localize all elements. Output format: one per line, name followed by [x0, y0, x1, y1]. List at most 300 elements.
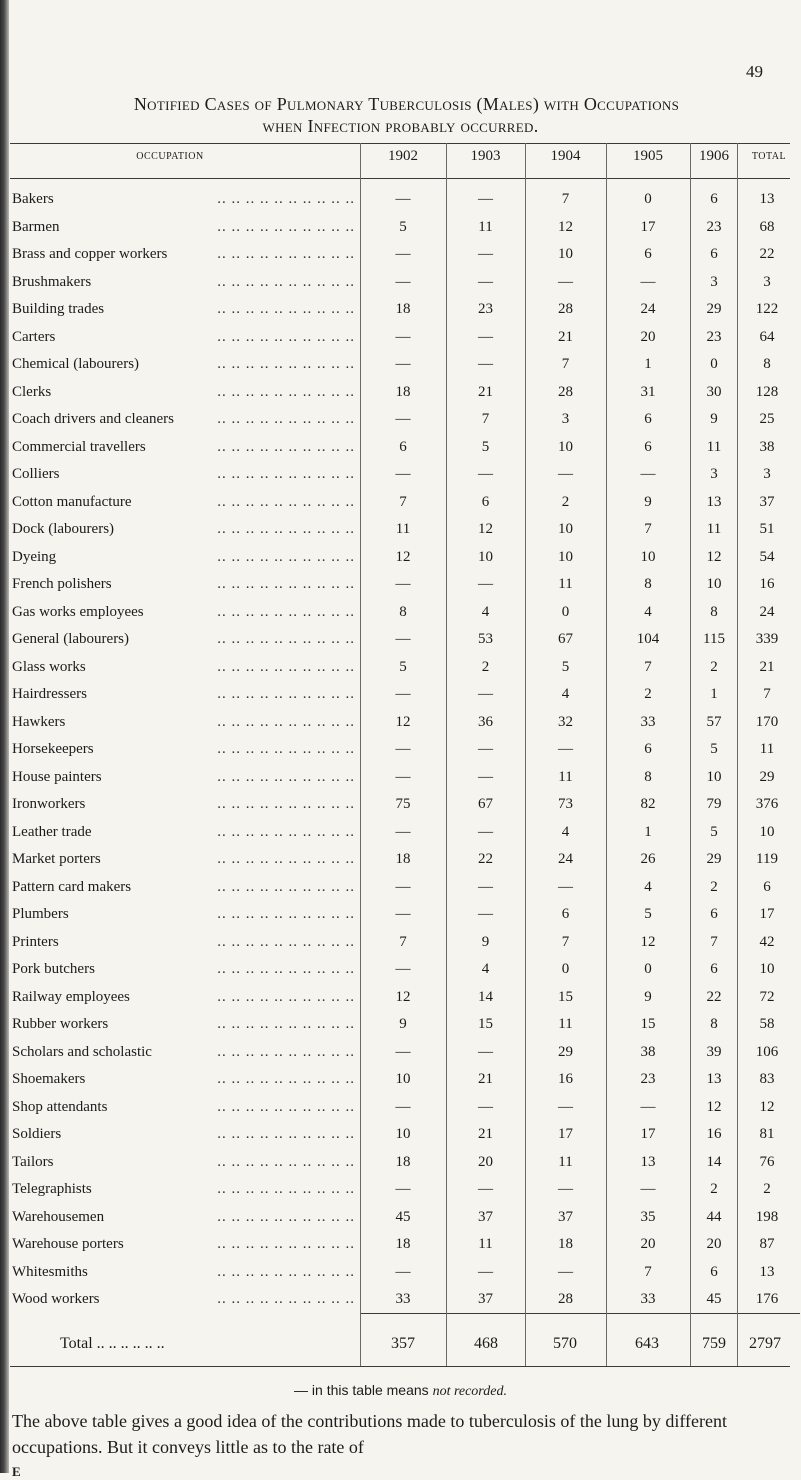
- cell-value: 11: [706, 438, 722, 455]
- cell-value: 24: [640, 301, 656, 317]
- cell-value: 119: [756, 851, 778, 867]
- leader-dots: .. .. .. .. .. .. .. .. .. ..: [217, 493, 355, 510]
- cell-value: 11: [478, 1236, 493, 1252]
- occupation-name: Shop attendants: [12, 1096, 113, 1118]
- cell-value: 10: [759, 823, 775, 840]
- table-row: [0, 216, 801, 238]
- cell-value: 3: [710, 466, 718, 482]
- cell-value: —: [395, 686, 411, 702]
- leader-dots: .. .. .. .. .. .. .. .. .. ..: [217, 1016, 355, 1032]
- leader-dots: .. .. .. .. .. .. .. .. .. ..: [217, 851, 355, 867]
- leader-dots: .. .. .. .. .. .. .. .. .. ..: [217, 301, 355, 317]
- header-1904: 1904: [550, 148, 581, 164]
- cell-value: 5: [399, 658, 407, 675]
- cell-value: 82: [640, 796, 656, 812]
- occupation-name: Dock (labourers): [12, 518, 120, 540]
- occupation-name: Colliers: [12, 463, 66, 485]
- cell-value: 2: [561, 493, 570, 510]
- cell-value: —: [395, 576, 411, 592]
- cell-value: 4: [644, 603, 652, 620]
- cell-value: 11: [759, 741, 775, 757]
- cell-value: 20: [640, 328, 656, 345]
- cell-value: 23: [706, 328, 722, 345]
- header-1903: 1903: [470, 148, 501, 164]
- cell-value: 28: [558, 301, 573, 317]
- cell-value: 12: [706, 1098, 722, 1115]
- cell-value: 79: [706, 796, 722, 812]
- total-label: Total .. .. .. .. .. ..: [60, 1335, 165, 1352]
- cell-value: —: [478, 906, 493, 922]
- cell-value: 76: [759, 1153, 775, 1170]
- table-row: [0, 821, 801, 843]
- cell-value: 12: [395, 988, 411, 1005]
- occupation-name: Market porters: [12, 848, 107, 870]
- table-row: [0, 353, 801, 375]
- cell-value: 5: [710, 741, 718, 757]
- cell-value: 0: [561, 961, 570, 977]
- leader-dots: .. .. .. .. .. .. .. .. .. ..: [217, 218, 355, 235]
- cell-value: 1: [644, 823, 652, 840]
- table-row: [0, 271, 801, 293]
- cell-value: 176: [755, 1291, 779, 1307]
- cell-value: 9: [481, 933, 490, 950]
- cell-value: 8: [710, 603, 718, 620]
- cell-value: 0: [644, 191, 652, 207]
- cell-value: —: [558, 878, 573, 895]
- cell-value: 67: [478, 796, 493, 812]
- cell-value: 58: [759, 1016, 775, 1032]
- cell-value: 170: [755, 713, 779, 730]
- total-total: 2797: [749, 1335, 781, 1352]
- cell-value: —: [640, 466, 656, 482]
- cell-value: 25: [759, 411, 775, 427]
- occupation-name: Ironworkers: [12, 793, 91, 815]
- cell-value: —: [395, 906, 411, 922]
- occupation-name: Horsekeepers: [12, 738, 100, 760]
- cell-value: 38: [759, 438, 775, 455]
- cell-value: 33: [640, 1291, 656, 1307]
- cell-value: 5: [561, 658, 570, 675]
- leader-dots: .. .. .. .. .. .. .. .. .. ..: [217, 466, 355, 482]
- occupation-name: Hairdressers: [12, 683, 93, 705]
- table-row: [0, 903, 801, 925]
- cell-value: 83: [759, 1071, 775, 1087]
- cell-value: 3: [763, 273, 771, 290]
- cell-value: 33: [395, 1291, 411, 1307]
- cell-value: 13: [706, 493, 722, 510]
- cell-value: —: [395, 1263, 411, 1280]
- occupation-name: Carters: [12, 326, 61, 348]
- cell-value: 75: [395, 796, 411, 812]
- occupation-name: Shoemakers: [12, 1068, 91, 1090]
- cell-value: 18: [395, 383, 411, 400]
- cell-value: 15: [558, 988, 573, 1005]
- cell-value: 12: [706, 548, 722, 565]
- cell-value: 16: [706, 1126, 722, 1142]
- cell-value: 12: [558, 218, 573, 235]
- occupation-name: Printers: [12, 931, 65, 953]
- cell-value: 9: [710, 411, 718, 427]
- cell-value: —: [395, 1043, 411, 1060]
- cell-value: 7: [481, 411, 490, 427]
- cell-value: 54: [759, 548, 775, 565]
- table-row: [0, 1233, 801, 1255]
- leader-dots: .. .. .. .. .. .. .. .. .. ..: [217, 191, 355, 207]
- cell-value: 6: [644, 741, 652, 757]
- leader-dots: .. .. .. .. .. .. .. .. .. ..: [217, 576, 355, 592]
- cell-value: 35: [640, 1208, 656, 1225]
- cell-value: 0: [561, 603, 570, 620]
- total-row: [0, 1335, 801, 1359]
- table-row: [0, 711, 801, 733]
- cell-value: 16: [558, 1071, 573, 1087]
- cell-value: 87: [759, 1236, 775, 1252]
- cell-value: 11: [558, 768, 573, 785]
- cell-value: 5: [481, 438, 490, 455]
- header-total: total: [751, 148, 787, 163]
- cell-value: 18: [395, 851, 411, 867]
- cell-value: —: [395, 961, 411, 977]
- cell-value: 21: [558, 328, 573, 345]
- leader-dots: .. .. .. .. .. .. .. .. .. ..: [217, 878, 355, 895]
- cell-value: 10: [706, 768, 722, 785]
- occupation-name: Brushmakers: [12, 271, 97, 293]
- cell-value: 9: [644, 493, 652, 510]
- cell-value: 4: [561, 823, 570, 840]
- leader-dots: .. .. .. .. .. .. .. .. .. ..: [217, 768, 355, 785]
- table-row: [0, 1151, 801, 1173]
- occupation-name: French polishers: [12, 573, 118, 595]
- occupation-name: Leather trade: [12, 821, 98, 843]
- cell-value: 128: [755, 383, 779, 400]
- cell-value: 7: [644, 1263, 652, 1280]
- table-row: [0, 848, 801, 870]
- cell-value: 5: [399, 218, 407, 235]
- table-row: [0, 463, 801, 485]
- cell-value: —: [395, 191, 411, 207]
- cell-value: 7: [561, 933, 570, 950]
- occupation-name: Brass and copper workers: [12, 243, 173, 265]
- table-row: [0, 601, 801, 623]
- leader-dots: .. .. .. .. .. .. .. .. .. ..: [217, 411, 355, 427]
- cell-value: 14: [478, 988, 493, 1005]
- cell-value: 21: [478, 1071, 493, 1087]
- table-row: [0, 573, 801, 595]
- leader-dots: .. .. .. .. .. .. .. .. .. ..: [217, 933, 355, 950]
- cell-value: —: [558, 1098, 573, 1115]
- table-row: [0, 683, 801, 705]
- cell-value: 37: [759, 493, 775, 510]
- cell-value: —: [395, 1098, 411, 1115]
- leader-dots: .. .. .. .. .. .. .. .. .. ..: [217, 1291, 355, 1307]
- leader-dots: .. .. .. .. .. .. .. .. .. ..: [217, 356, 355, 372]
- footnote: [0, 1382, 801, 1400]
- occupation-name: Cotton manufacture: [12, 491, 138, 513]
- table-row: [0, 766, 801, 788]
- cell-value: 73: [558, 796, 573, 812]
- cell-value: 8: [399, 603, 407, 620]
- cell-value: —: [395, 1181, 411, 1197]
- cell-value: 31: [640, 383, 656, 400]
- cell-value: 8: [644, 768, 652, 785]
- cell-value: 10: [478, 548, 493, 565]
- cell-value: 37: [478, 1291, 493, 1307]
- cell-value: 37: [478, 1208, 493, 1225]
- cell-value: 4: [481, 603, 490, 620]
- cell-value: 6: [763, 878, 771, 895]
- cell-value: 11: [395, 521, 411, 537]
- cell-value: 11: [558, 1016, 573, 1032]
- table-row: [0, 931, 801, 953]
- cell-value: 81: [759, 1126, 775, 1142]
- table-row: [0, 326, 801, 348]
- cell-value: 13: [759, 1263, 775, 1280]
- cell-value: 72: [759, 988, 775, 1005]
- occupation-name: Chemical (labourers): [12, 353, 145, 375]
- table-row: [0, 738, 801, 760]
- footnote-text: — in this table means: [294, 1382, 429, 1398]
- cell-value: 11: [478, 218, 493, 235]
- cell-value: 2: [710, 878, 718, 895]
- cell-value: 7: [399, 493, 407, 510]
- table-row: [0, 958, 801, 980]
- cell-value: 22: [478, 851, 493, 867]
- table-row: [0, 188, 801, 210]
- cell-value: 9: [644, 988, 652, 1005]
- title-line-2: when Infection probably occurred.: [262, 116, 539, 136]
- occupation-name: Coach drivers and cleaners: [12, 408, 180, 430]
- leader-dots: .. .. .. .. .. .. .. .. .. ..: [217, 383, 355, 400]
- cell-value: 15: [640, 1016, 656, 1032]
- table-row: [0, 1041, 801, 1063]
- cell-value: 10: [558, 438, 573, 455]
- cell-value: 23: [706, 218, 722, 235]
- cell-value: 376: [755, 796, 779, 812]
- cell-value: —: [395, 356, 411, 372]
- cell-value: 2: [644, 686, 652, 702]
- cell-value: 2: [710, 1181, 718, 1197]
- cell-value: 7: [399, 933, 407, 950]
- cell-value: —: [558, 1263, 573, 1280]
- table-row: [0, 243, 801, 265]
- cell-value: 7: [763, 686, 771, 702]
- cell-value: —: [395, 328, 411, 345]
- cell-value: 6: [561, 906, 570, 922]
- cell-value: 104: [636, 631, 660, 647]
- cell-value: —: [478, 328, 493, 345]
- cell-value: —: [558, 273, 573, 290]
- table-row: [0, 1261, 801, 1283]
- leader-dots: .. .. .. .. .. .. .. .. .. ..: [217, 796, 355, 812]
- cell-value: 8: [644, 576, 652, 592]
- cell-value: 10: [759, 961, 775, 977]
- occupation-name: Glass works: [12, 656, 92, 678]
- cell-value: 6: [710, 191, 718, 207]
- cell-value: —: [478, 686, 493, 702]
- cell-value: 24: [558, 851, 573, 867]
- total-1902: 357: [391, 1335, 415, 1352]
- cell-value: —: [395, 411, 411, 427]
- cell-value: 7: [644, 521, 652, 537]
- leader-dots: .. .. .. .. .. .. .. .. .. ..: [217, 741, 355, 757]
- leader-dots: .. .. .. .. .. .. .. .. .. ..: [217, 438, 355, 455]
- cell-value: 4: [481, 961, 490, 977]
- cell-value: 2: [710, 658, 718, 675]
- table-row: [0, 518, 801, 540]
- occupation-name: Hawkers: [12, 711, 71, 733]
- total-1904: 570: [553, 1335, 577, 1352]
- table-row: [0, 1206, 801, 1228]
- cell-value: 20: [478, 1153, 493, 1170]
- cell-value: 51: [759, 521, 775, 537]
- cell-value: 11: [558, 576, 573, 592]
- table-row: [0, 298, 801, 320]
- cell-value: 115: [703, 631, 725, 647]
- cell-value: 10: [640, 548, 656, 565]
- cell-value: 20: [706, 1236, 722, 1252]
- cell-value: 1: [644, 356, 652, 372]
- title-line-1: Notified Cases of Pulmonary Tuberculosis (Males) with Occupations: [133, 94, 680, 114]
- cell-value: —: [395, 273, 411, 290]
- cell-value: 0: [644, 961, 652, 977]
- cell-value: 26: [640, 851, 656, 867]
- cell-value: —: [558, 466, 573, 482]
- cell-value: 67: [558, 631, 573, 647]
- occupation-name: Commercial travellers: [12, 436, 152, 458]
- leader-dots: .. .. .. .. .. .. .. .. .. ..: [217, 988, 355, 1005]
- cell-value: 10: [558, 521, 573, 537]
- leader-dots: .. .. .. .. .. .. .. .. .. ..: [217, 521, 355, 537]
- total-1905: 643: [635, 1335, 659, 1352]
- cell-value: —: [478, 576, 493, 592]
- cell-value: 29: [558, 1043, 573, 1060]
- cell-value: —: [478, 1043, 493, 1060]
- leader-dots: .. .. .. .. .. .. .. .. .. ..: [217, 1126, 355, 1142]
- header-occupation: occupation: [136, 148, 204, 163]
- table-row: [0, 1178, 801, 1200]
- cell-value: 6: [710, 1263, 718, 1280]
- cell-value: 122: [755, 301, 779, 317]
- cell-value: —: [640, 1098, 656, 1115]
- cell-value: 3: [561, 411, 570, 427]
- cell-value: 17: [759, 906, 775, 922]
- cell-value: 12: [759, 1098, 775, 1115]
- header-1902: 1902: [388, 148, 418, 164]
- header-1906: 1906: [699, 148, 729, 164]
- leader-dots: .. .. .. .. .. .. .. .. .. ..: [217, 1153, 355, 1170]
- cell-value: 22: [706, 988, 722, 1005]
- cell-value: 21: [759, 658, 775, 675]
- cell-value: 8: [763, 356, 771, 372]
- occupation-name: Tailors: [12, 1151, 59, 1173]
- cell-value: 14: [706, 1153, 722, 1170]
- leader-dots: .. .. .. .. .. .. .. .. .. ..: [217, 273, 355, 290]
- cell-value: 12: [478, 521, 493, 537]
- cell-value: 28: [558, 383, 573, 400]
- cell-value: —: [478, 768, 493, 785]
- leader-dots: .. .. .. .. .. .. .. .. .. ..: [217, 1208, 355, 1225]
- cell-value: 39: [706, 1043, 722, 1060]
- cell-value: 21: [478, 1126, 493, 1142]
- table-row: [0, 1288, 801, 1310]
- occupation-name: General (labourers): [12, 628, 135, 650]
- footnote-emphasis: not recorded.: [432, 1384, 507, 1399]
- occupation-name: Telegraphists: [12, 1178, 98, 1200]
- cell-value: 23: [640, 1071, 656, 1087]
- table-row: [0, 876, 801, 898]
- leader-dots: .. .. .. .. .. .. .. .. .. ..: [217, 328, 355, 345]
- table-row: [0, 986, 801, 1008]
- cell-value: 9: [399, 1016, 407, 1032]
- cell-value: 6: [710, 246, 718, 262]
- cell-value: 18: [395, 1236, 411, 1252]
- table-row: [0, 1096, 801, 1118]
- cell-value: 4: [561, 686, 570, 702]
- cell-value: 6: [644, 246, 652, 262]
- cell-value: 23: [478, 301, 493, 317]
- cell-value: 0: [710, 356, 718, 372]
- cell-value: 37: [558, 1208, 573, 1225]
- cell-value: 18: [395, 301, 411, 317]
- occupation-name: House painters: [12, 766, 108, 788]
- cell-value: —: [558, 741, 573, 757]
- occupation-name: Pork butchers: [12, 958, 101, 980]
- cell-value: 24: [759, 603, 775, 620]
- cell-value: —: [478, 741, 493, 757]
- total-rule: [360, 1313, 800, 1314]
- cell-value: 57: [706, 713, 722, 730]
- occupation-name: Warehousemen: [12, 1206, 110, 1228]
- cell-value: 15: [478, 1016, 493, 1032]
- cell-value: —: [478, 878, 493, 895]
- occupation-name: Bakers: [12, 188, 60, 210]
- occupation-name: Warehouse porters: [12, 1233, 130, 1255]
- header-rule: [10, 178, 790, 179]
- leader-dots: .. .. .. .. .. .. .. .. .. ..: [217, 1263, 355, 1280]
- cell-value: 30: [706, 383, 722, 400]
- page-number: 49: [746, 62, 763, 81]
- cell-value: 45: [706, 1291, 722, 1307]
- cell-value: —: [395, 631, 411, 647]
- occupation-name: Dyeing: [12, 546, 62, 568]
- cell-value: 21: [478, 383, 493, 400]
- occupation-name: Clerks: [12, 381, 57, 403]
- leader-dots: .. .. .. .. .. .. .. .. .. ..: [217, 631, 355, 647]
- cell-value: 29: [706, 301, 722, 317]
- cell-value: 4: [644, 878, 652, 895]
- cell-value: 8: [710, 1016, 718, 1032]
- occupation-name: Scholars and scholastic: [12, 1041, 158, 1063]
- cell-value: 7: [561, 191, 570, 207]
- cell-value: 68: [759, 218, 775, 235]
- top-rule: [10, 143, 790, 144]
- cell-value: 5: [644, 906, 652, 922]
- cell-value: 42: [759, 933, 775, 950]
- leader-dots: .. .. .. .. .. .. .. .. .. ..: [217, 823, 355, 840]
- cell-value: —: [478, 466, 493, 482]
- occupation-name: Pattern card makers: [12, 876, 137, 898]
- cell-value: 33: [640, 713, 656, 730]
- cell-value: 22: [759, 246, 775, 262]
- leader-dots: .. .. .. .. .. .. .. .. .. ..: [217, 1098, 355, 1115]
- body-paragraph: The above table gives a good idea of the contributions made to tuberculosis of the lung by different occupations. But it conveys little as to the rate of: [12, 1411, 727, 1457]
- cell-value: —: [395, 768, 411, 785]
- occupation-name: Building trades: [12, 298, 110, 320]
- cell-value: 13: [759, 191, 775, 207]
- table-row: [0, 491, 801, 513]
- cell-value: —: [640, 273, 656, 290]
- cell-value: 2: [763, 1181, 771, 1197]
